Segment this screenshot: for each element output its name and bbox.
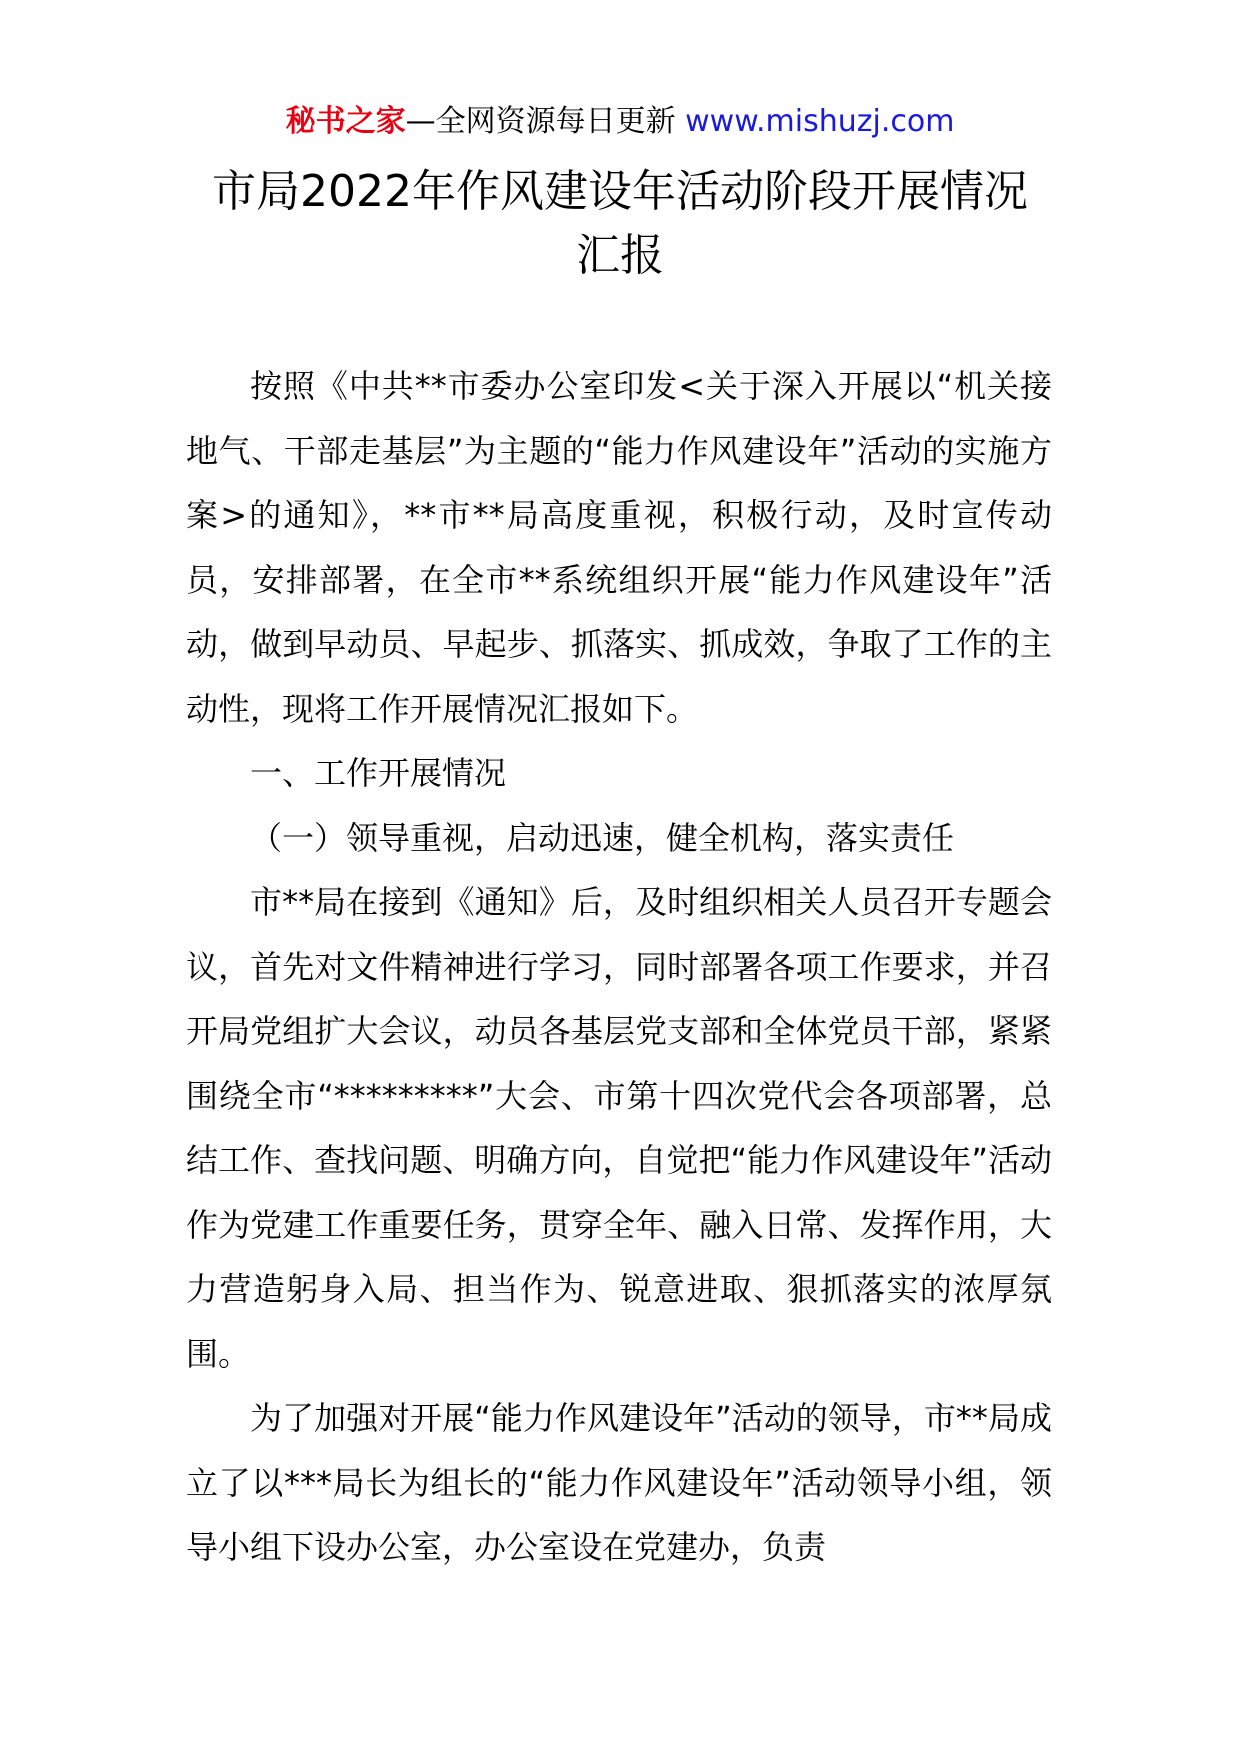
document-body [186,354,1052,1580]
title-line-1: 市局2022年作风建设年活动阶段开展情况 [212,166,1028,217]
title-line-2: 汇报 [576,230,664,281]
document-title [150,160,1090,288]
body-paragraph-1: 市**局在接到《通知》后，及时组织相关人员召开专题会议，首先对文件精神进行学习，同时部署各项工作要求，并召开局党组扩大会议，动员各基层党支部和全体党员干部，紧紧围绕全市“*********”大会、市第十四次党代会各项部署，总结工作、查找问题、明确方向，自觉把“能力作风建设年”活动作为党建工作重要任务，贯穿全年、融入日常、发挥作用，大力营造躬身入局、担当作为、锐意进取、狠抓落实的浓厚氛围。 [186,883,1052,1373]
site-brand: 秘书之家 [285,104,406,139]
site-header [0,102,1240,142]
site-url[interactable]: www.mishuzj.com [685,104,955,139]
intro-paragraph: 按照《中共**市委办公室印发<关于深入开展以“机关接地气、干部走基层”为主题的“能力作风建设年”活动的实施方案>的通知》，**市**局高度重视，积极行动，及时宣传动员，安排部署，在全市**系统组织开展“能力作风建设年”活动，做到早动员、早起步、抓落实、抓成效，争取了工作的主动性，现将工作开展情况汇报如下。 [186,367,1052,728]
section-heading: 一、工作开展情况 [250,754,507,792]
subsection-heading: （一）领导重视，启动迅速，健全机构，落实责任 [250,818,955,857]
body-paragraph-2: 为了加强对开展“能力作风建设年”活动的领导，市**局成立了以***局长为组长的“能力作风建设年”活动领导小组，领导小组下设办公室，办公室设在党建办，负责 [186,1399,1052,1566]
site-slogan: —全网资源每日更新 [405,104,676,139]
